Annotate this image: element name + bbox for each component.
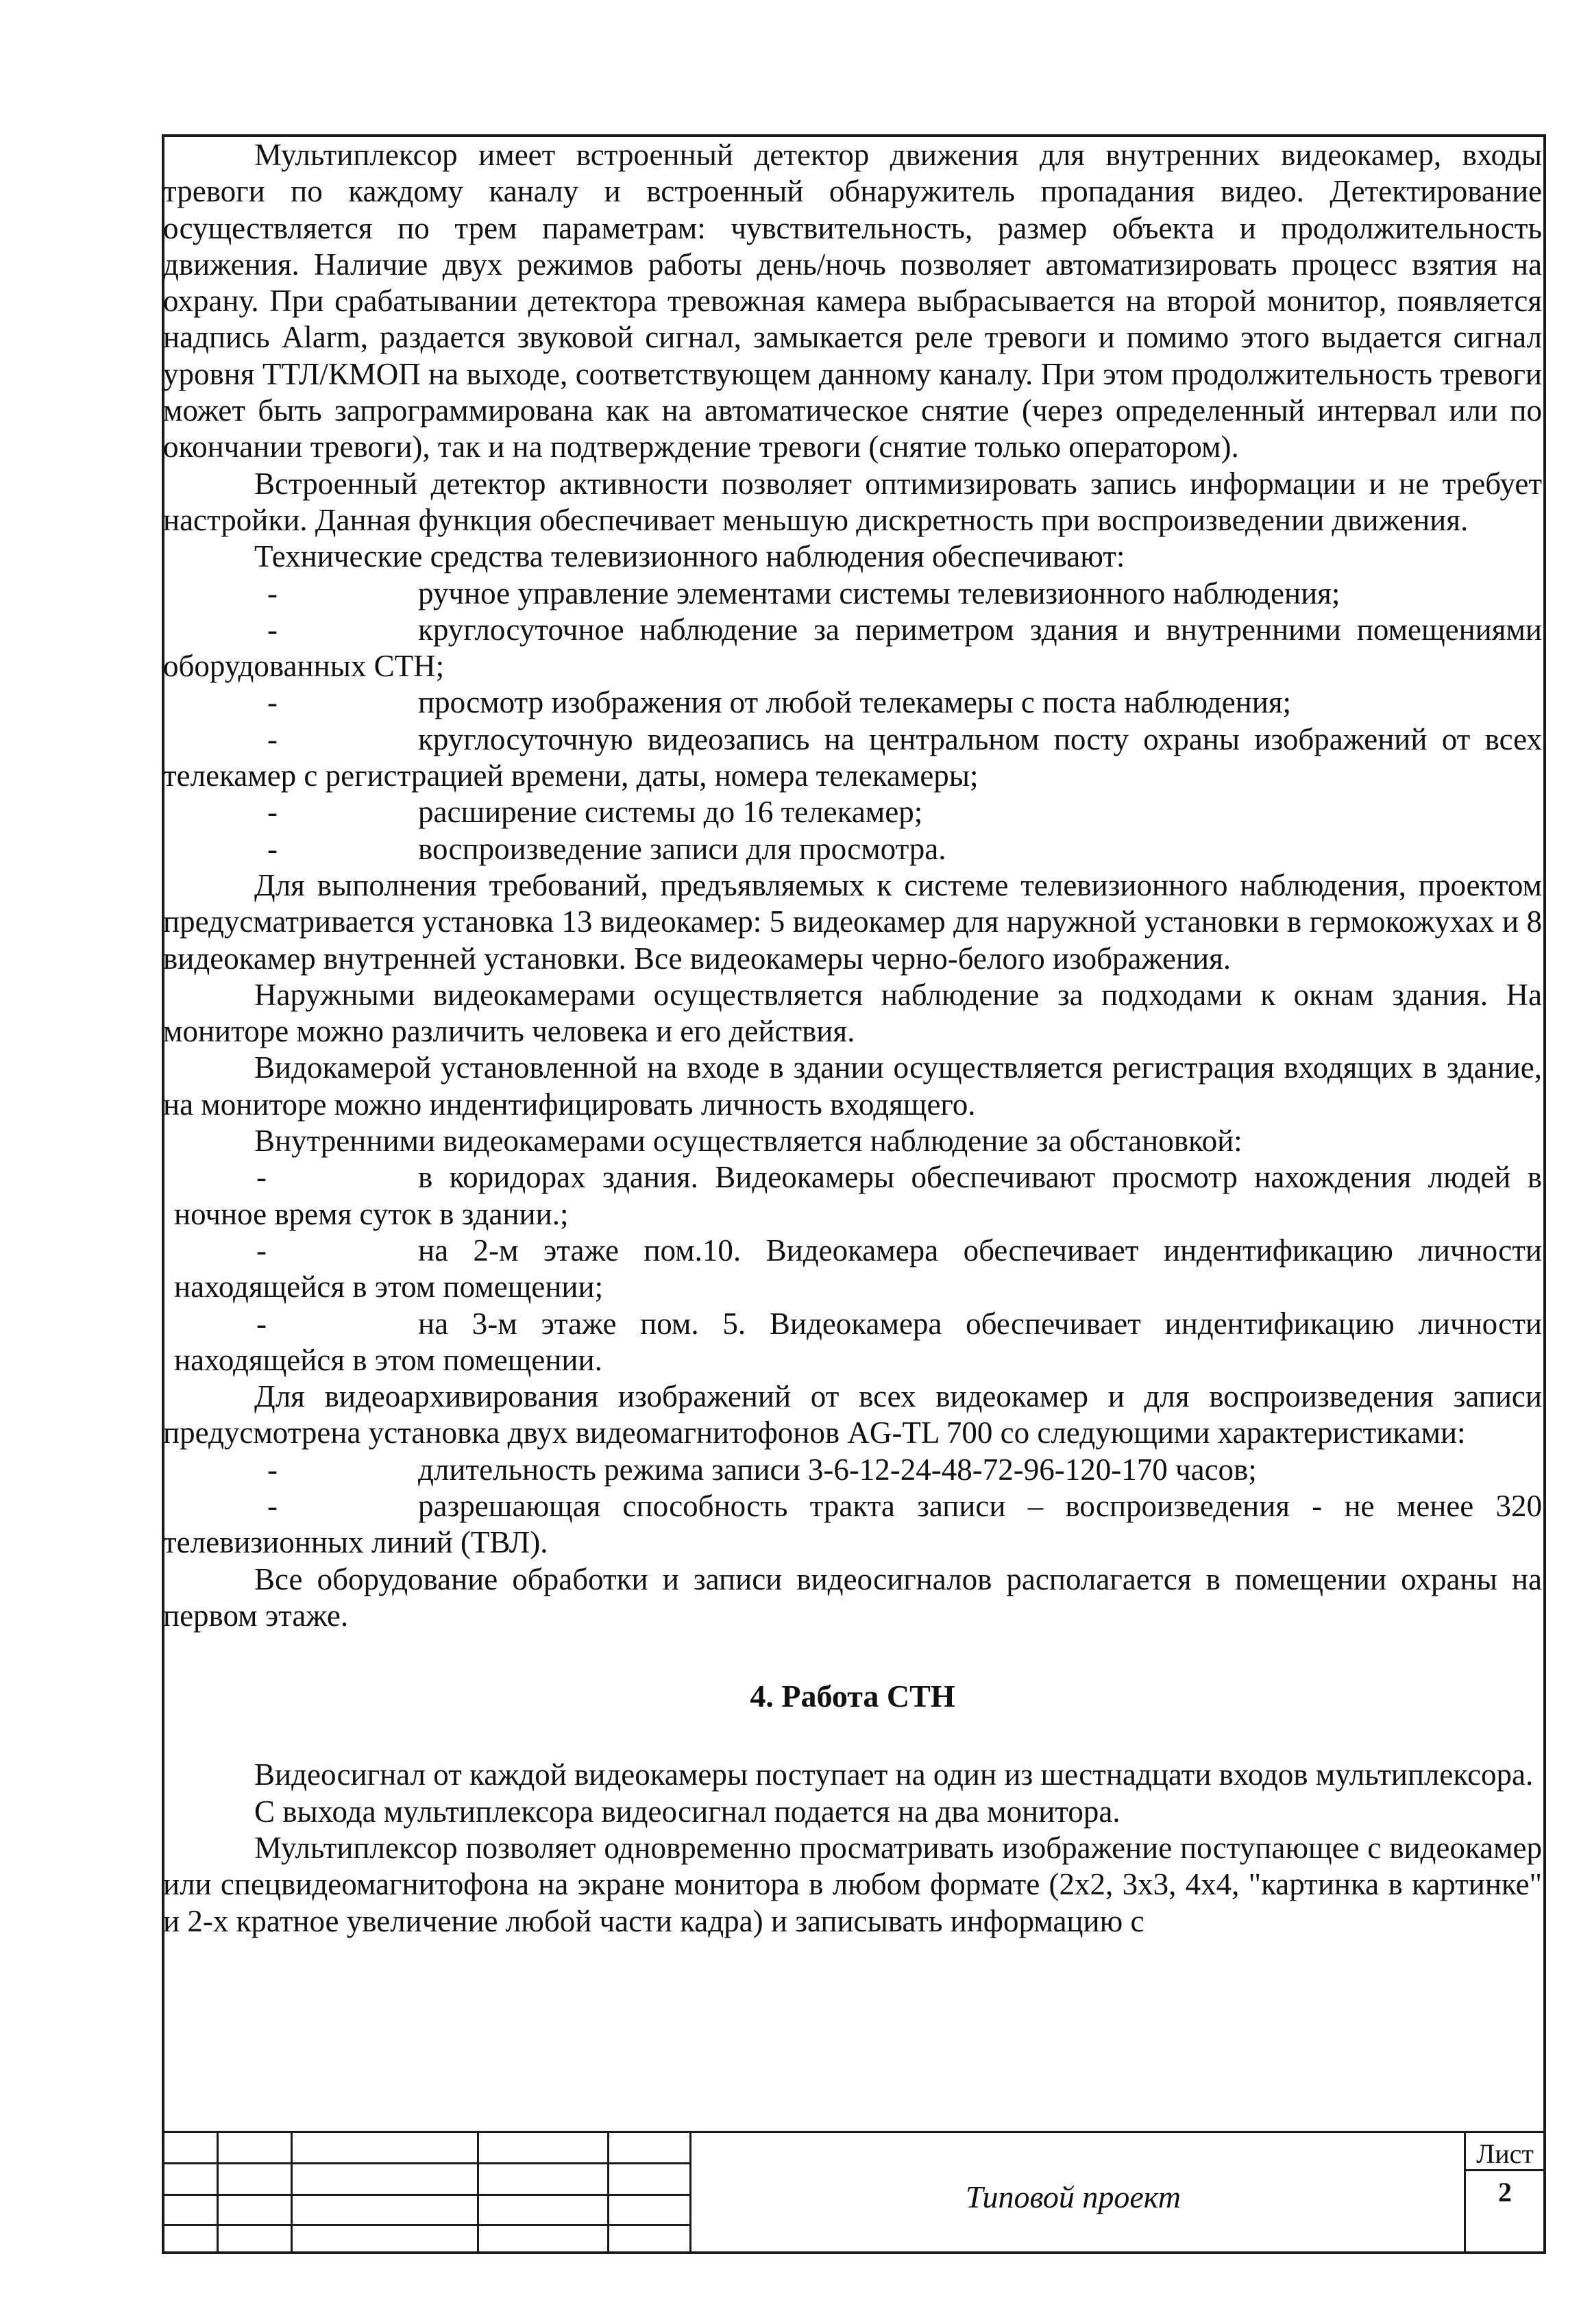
paragraph-indoor-cameras-intro: Внутренними видеокамерами осуществляется наблюдение за обстановкой: <box>254 1124 1242 1159</box>
paragraph-activity-detector: Встроенный детектор активности позволяет оптимизировать запись информации и не требует настройки. Данная функция обеспечивает меньшую дискретность при воспроизведении движения. <box>163 466 1542 537</box>
paragraph-video-signal: Видеосигнал от каждой видеокамеры поступает на один из шестнадцати входов мультиплексора. <box>254 1757 1534 1792</box>
project-title: Типовой проект <box>966 2179 1181 2214</box>
title-block-line <box>162 2194 689 2196</box>
list-item: - воспроизведение записи для просмотра. <box>163 831 1542 867</box>
title-block-line <box>291 2131 293 2254</box>
list-dash: - <box>256 1160 267 1195</box>
paragraph-multiplexer-output: С выхода мультиплексора видеосигнал подается на два монитора. <box>254 1794 1120 1829</box>
title-block <box>162 2131 1546 2254</box>
paragraph-video-archiving: Для видеоархивирования изображений от всех видеокамер и для воспроизведения записи предусмотрена установка двух видеомагнитофонов AG-TL 700 со следующими характеристиками: <box>163 1379 1542 1450</box>
paragraph-equipment-location: Все оборудование обработки и записи видеосигналов располагается в помещении охраны на первом этаже. <box>163 1561 1542 1633</box>
title-block-line <box>477 2131 479 2254</box>
list-dash: - <box>267 1452 278 1487</box>
list-dash: - <box>267 612 278 647</box>
sheet-number: 2 <box>1498 2177 1512 2208</box>
list-dash: - <box>256 1233 267 1268</box>
document-body <box>163 137 1542 1940</box>
paragraph-multiplexer-view: Мультиплексор позволяет одновременно просматривать изображение поступающее с видеокамер или спецвидеомагнитофона на экране монитора в любом формате (2х2, 3х3, 4х4, "картинка в картинке" и 2-х кратное увеличение любой части кадра) и записывать информацию с <box>163 1831 1542 1938</box>
sheet-label: Лист <box>1476 2138 1534 2169</box>
list-dash: - <box>267 1488 278 1523</box>
section-heading: 4. Работа СТН <box>750 1679 955 1714</box>
paragraph-tech-means-intro: Технические средства телевизионного наблюдения обеспечивают: <box>254 539 1125 574</box>
list-item: - круглосуточное наблюдение за периметром здания и внутренними помещениями оборудованных СТН; <box>163 612 1542 684</box>
list-dash: - <box>256 1306 267 1341</box>
title-block-line <box>162 2162 689 2164</box>
list-item: - круглосуточную видеозапись на центральном посту охраны изображений от всех телекамер с регистрацией времени, даты, номера телекамеры; <box>163 721 1542 793</box>
title-block-line <box>607 2131 609 2254</box>
list-item: - на 2-м этаже пом.10. Видеокамера обеспечивает индентификацию личности находящейся в этом помещении; <box>174 1233 1542 1305</box>
list-dash: - <box>267 831 278 866</box>
list-item: - ручное управление элементами системы телевизионного наблюдения; <box>163 576 1542 612</box>
paragraph-multiplexer-detector: Мультиплексор имеет встроенный детектор движения для внутренних видеокамер, входы тревоги по каждому каналу и встроенный обнаружитель пропадания видео. Детектирование осуществляется по трем параметрам: чувствительность, размер объекта и продолжительность движения. Наличие двух режимов работы день/ночь позволяет автоматизировать процесс взятия на охрану. При срабатывании детектора тревожная камера выбрасывается на второй монитор, появляется надпись Alarm, раздается звуковой сигнал, замыкается реле тревоги и помимо этого выдается сигнал уровня ТТЛ/КМОП на выходе, соответствующем данному каналу. При этом продолжительность тревоги может быть запрограммирована как на автоматическое снятие (через определенный интервал или по окончании тревоги), так и на подтверждение тревоги (снятие только оператором). <box>163 138 1542 465</box>
paragraph-outdoor-cameras: Наружными видеокамерами осуществляется наблюдение за подходами к окнам здания. На мониторе можно различить человека и его действия. <box>163 977 1542 1049</box>
list-item: - расширение системы до 16 телекамер; <box>163 794 1542 830</box>
paragraph-requirements: Для выполнения требований, предъявляемых к системе телевизионного наблюдения, проектом предусматривается установка 13 видеокамер: 5 видеокамер для наружной установки в гермокожухах и 8 видеокамер внутренней установки. Все видеокамеры черно-белого изображения. <box>163 867 1542 976</box>
list-dash: - <box>267 685 278 720</box>
list-item: - в коридорах здания. Видеокамеры обеспечивают просмотр нахождения людей в ночное время суток в здании.; <box>174 1160 1542 1231</box>
title-block-line <box>217 2131 219 2254</box>
list-item: - разрешающая способность тракта записи – воспроизведения - не менее 320 телевизионных линий (ТВЛ). <box>163 1488 1542 1560</box>
list-dash: - <box>267 576 278 610</box>
list-dash: - <box>267 721 278 756</box>
title-block-line <box>162 2131 1546 2133</box>
paragraph-entrance-camera: Видокамерой установленной на входе в здании осуществляется регистрация входящих в здание, на мониторе можно индентифицировать личность входящего. <box>163 1050 1542 1122</box>
list-item: - просмотр изображения от любой телекамеры с поста наблюдения; <box>163 684 1542 721</box>
list-dash: - <box>267 795 278 830</box>
title-block-line <box>162 2224 689 2226</box>
list-item: - на 3-м этаже пом. 5. Видеокамера обеспечивает индентификацию личности находящейся в этом помещении. <box>174 1306 1542 1377</box>
list-item: - длительность режима записи 3-6-12-24-48-72-96-120-170 часов; <box>163 1452 1542 1488</box>
